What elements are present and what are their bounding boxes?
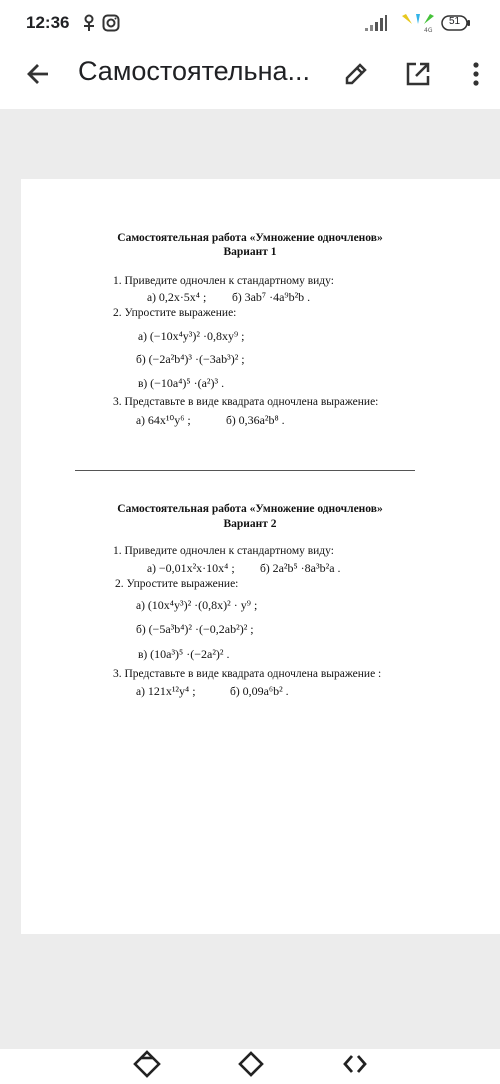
- v1-q1: 1. Приведите одночлен к стандартному виду:: [113, 275, 334, 287]
- v2-q1a-label: а): [147, 563, 156, 575]
- v1-q3b-label: б): [226, 415, 236, 427]
- nav-back-icon[interactable]: [340, 1049, 370, 1079]
- v2-q2c-label: в): [138, 649, 148, 661]
- v1-q2c-label: в): [138, 378, 148, 390]
- open-external-icon[interactable]: [402, 58, 434, 90]
- v2-subtitle: Вариант 2: [223, 518, 277, 530]
- key-icon: [82, 14, 96, 37]
- instagram-icon: [102, 14, 120, 37]
- v1-q2a-expr: (−10x⁴y³)² ·0,8xy⁹ ;: [149, 329, 245, 343]
- v2-q3b-label: б): [230, 686, 240, 698]
- v2-title: Самостоятельная работа «Умножение одночленов»: [117, 503, 383, 515]
- v1-q2b-label: б): [136, 354, 146, 366]
- v1-subtitle: Вариант 1: [223, 246, 277, 258]
- status-time: 12:36: [26, 13, 70, 32]
- system-nav-bar: [0, 1049, 500, 1083]
- v2-q1: 1. Приведите одночлен к стандартному виду:: [113, 545, 334, 557]
- v1-q3b-expr: 0,36a²b⁸ .: [238, 413, 285, 427]
- v1-q1a-expr: 0,2x·5x⁴ ;: [158, 290, 207, 304]
- v1-title: Самостоятельная работа «Умножение одночленов»: [117, 232, 383, 244]
- wifi-icon: [400, 10, 436, 39]
- svg-text:4G: 4G: [424, 27, 433, 34]
- document-title: Самостоятельна...: [78, 56, 311, 86]
- v1-q2a-label: а): [138, 331, 147, 343]
- v1-q2: 2. Упростите выражение:: [113, 307, 237, 319]
- v2-q2: 2. Упростите выражение:: [115, 578, 239, 590]
- document-page: [21, 179, 500, 934]
- v2-q2a-expr: (10x⁴y³)² ·(0,8x)² · y⁹ ;: [147, 598, 258, 612]
- v2-q1b-label: б): [260, 563, 270, 575]
- back-arrow-icon[interactable]: [22, 58, 54, 90]
- v1-q1b-label: б): [232, 292, 242, 304]
- v2-q3a-label: а): [136, 686, 145, 698]
- v1-q3: 3. Представьте в виде квадрата одночлена выражение:: [113, 396, 379, 408]
- v1-q1a-label: а): [147, 292, 156, 304]
- nav-recents-icon[interactable]: [132, 1049, 162, 1079]
- v2-q3: 3. Представьте в виде квадрата одночлена выражение :: [113, 668, 382, 680]
- v2-q3a-expr: 121x¹²y⁴ ;: [147, 684, 196, 698]
- v2-q2c-expr: (10a³)⁵ ·(−2a²)² .: [150, 647, 230, 661]
- status-bar: [0, 0, 500, 48]
- v2-q2b-expr: (−5a³b⁴)² ·(−0,2ab²)² ;: [148, 622, 254, 636]
- v2-q1b-expr: 2a²b⁵ ·8a³b²a .: [272, 561, 341, 575]
- nav-home-icon[interactable]: [236, 1049, 266, 1079]
- app-bar: [0, 48, 500, 108]
- v1-q2b-expr: (−2a²b⁴)³ ·(−3ab³)² ;: [148, 352, 245, 366]
- variant-divider: [75, 470, 415, 471]
- v1-q1b-expr: 3ab⁷ ·4a⁹b²b .: [244, 290, 311, 304]
- v2-q3b-expr: 0,09a⁶b² .: [242, 684, 289, 698]
- signal-icon: [364, 14, 388, 37]
- v2-q1a-expr: −0,01x²x·10x⁴ ;: [158, 561, 235, 575]
- document-viewer[interactable]: [0, 109, 500, 1049]
- edit-pencil-icon[interactable]: [340, 58, 372, 90]
- v2-q2b-label: б): [136, 624, 146, 636]
- v1-q3a-expr: 64x¹⁰y⁶ ;: [147, 413, 191, 427]
- more-options-icon[interactable]: [460, 58, 492, 90]
- v2-q2a-label: а): [136, 600, 145, 612]
- v1-q3a-label: а): [136, 415, 145, 427]
- battery-level: 51: [448, 16, 461, 27]
- v1-q2c-expr: (−10a⁴)⁵ ·(a²)³ .: [150, 376, 225, 390]
